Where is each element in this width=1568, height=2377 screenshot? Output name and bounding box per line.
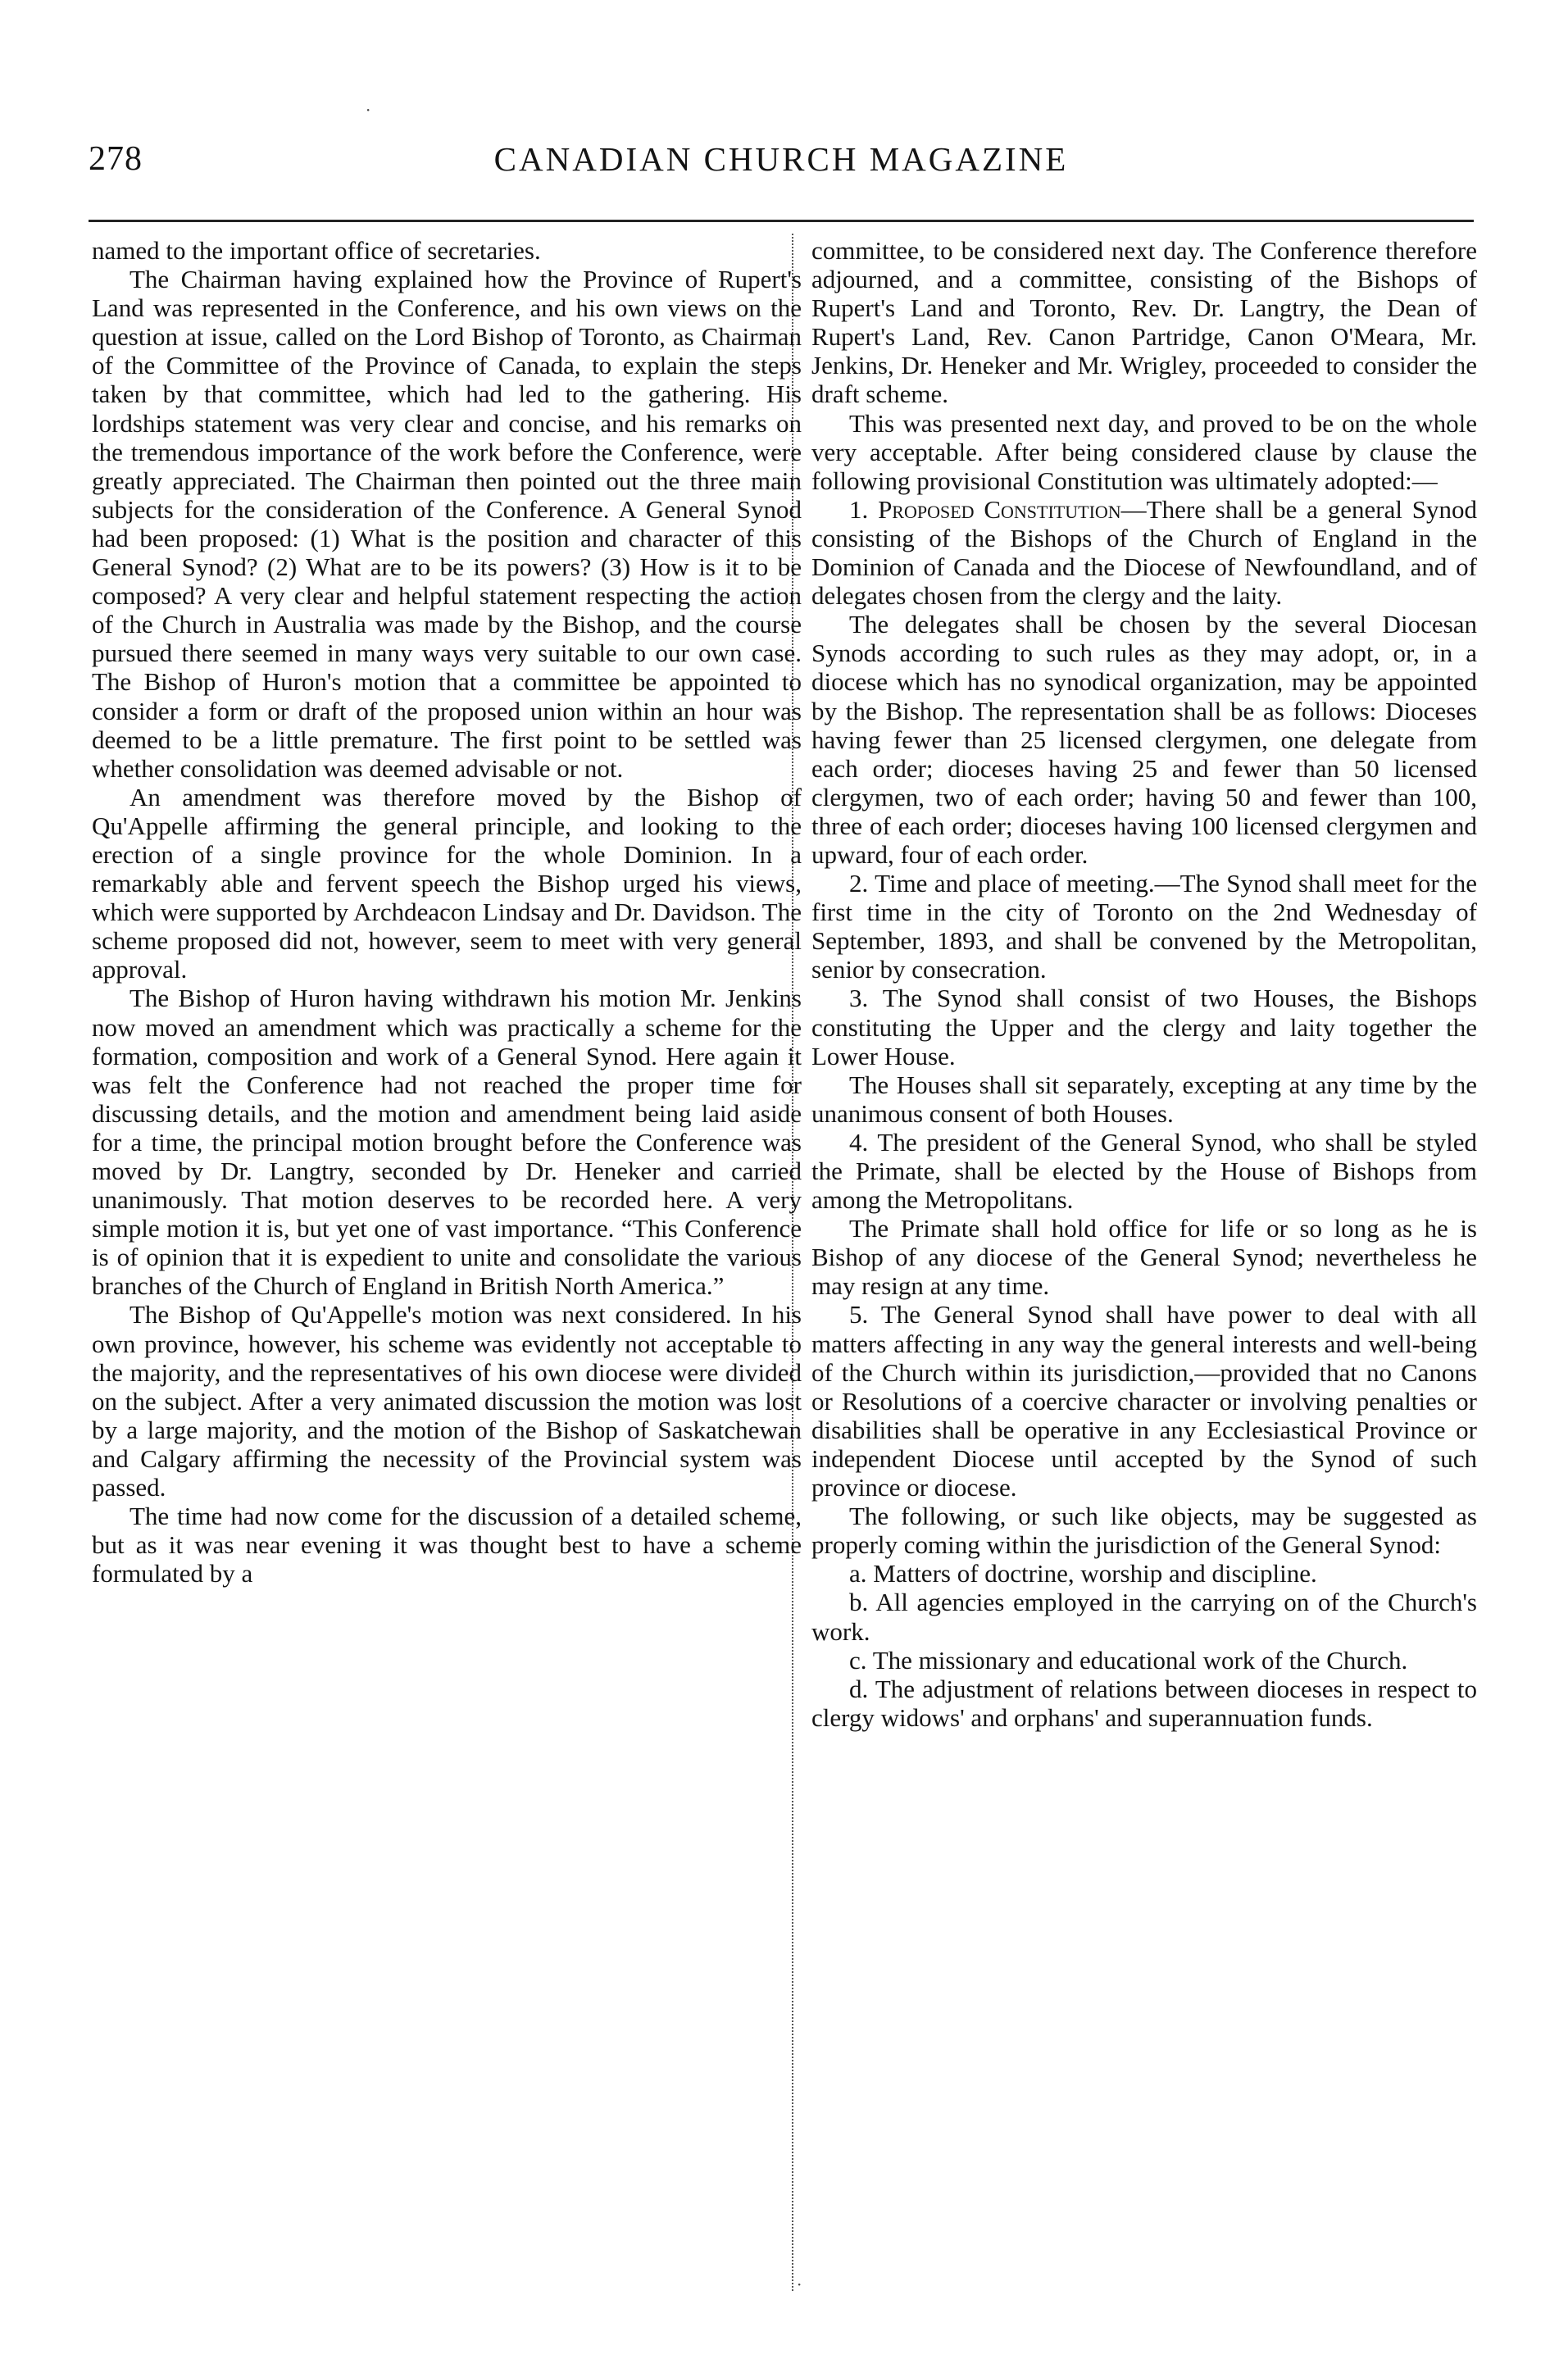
page-number: 278 bbox=[89, 140, 143, 178]
clause-text: —There shall be a general Synod consisting of the Bishops of the Church of England in the Dominion of Canada and the Diocese of Newfoundland, and of delegates chosen from the clergy and the laity. bbox=[811, 494, 1477, 611]
paragraph: 3. The Synod shall consist of two Houses, the Bishops constituting the Upper and the clergy and laity together the Lower House. bbox=[811, 984, 1477, 1070]
paragraph: The Chairman having explained how the Province of Rupert's Land was represented in the Conference, and his own views on the question at issue, called on the Lord Bishop of Toronto, as Chairman of the Committee of the Province of Canada, to explain the steps taken by that committee, which had led to the gathering. His lordships statement was very clear and concise, and his remarks on the tremendous importance of the work before the Conference, were greatly appreciated. The Chairman then pointed out the three main subjects for the consideration of the Conference. A General Synod had been proposed: (1) What is the position and character of this General Synod? (2) What are to be its powers? (3) How is it to be composed? A very clear and helpful statement respecting the action of the Church in Australia was made by the Bishop, and the course pursued there seemed in many ways very suitable to our own case. The Bishop of Huron's motion that a committee be appointed to consider a form or draft of the proposed union within an hour was deemed to be a little premature. The first point to be settled was whether consolidation was deemed advisable or not. bbox=[92, 265, 802, 783]
clause-heading: Proposed Constitution bbox=[878, 494, 1121, 524]
right-column bbox=[811, 236, 1477, 1732]
paragraph: This was presented next day, and proved to be on the whole very acceptable. After being considered clause by clause the following provisional Constitution was ultimately adopted:— bbox=[811, 408, 1477, 495]
paragraph: 4. The president of the General Synod, who shall be styled the Primate, shall be elected by the House of Bishops from among the Metropolitans. bbox=[811, 1127, 1477, 1215]
constitution-clause-1 bbox=[811, 495, 1477, 610]
paragraph: The time had now come for the discussion of a detailed scheme, but as it was near evening it was thought best to have a scheme formulated by a bbox=[92, 1502, 802, 1588]
list-item: d. The adjustment of relations between dioceses in respect to clergy widows' and orphans' and superannuation funds. bbox=[811, 1674, 1477, 1732]
list-item: c. The missionary and educational work of the Church. bbox=[849, 1645, 1408, 1675]
paragraph: committee, to be considered next day. The Conference therefore adjourned, and a committee, consisting of the Bishops of Rupert's Land and Toronto, Rev. Dr. Langtry, the Dean of Rupert's Land, Rev. Canon Partridge, Canon O'Meara, Mr. Jenkins, Dr. Heneker and Mr. Wrigley, proceeded to consider the draft scheme. bbox=[811, 236, 1477, 409]
page-header bbox=[89, 139, 1474, 189]
paragraph: The following, or such like objects, may be suggested as properly coming within the jurisdiction of the General Synod: bbox=[811, 1502, 1477, 1560]
running-head: CANADIAN CHURCH MAGAZINE bbox=[493, 140, 1069, 178]
left-column bbox=[92, 236, 802, 1588]
paragraph: 5. The General Synod shall have power to deal with all matters affecting in any way the general interests and well-being of the Church within its jurisdiction,—provided that no Canons or Resolutions of a coercive character or involving penalties or disabilities shall be operative in any Ecclesiastical Province or independent Diocese until accepted by the Synod of such province or diocese. bbox=[811, 1300, 1477, 1502]
paragraph: 2. Time and place of meeting.—The Synod shall meet for the first time in the city of Toronto on the 2nd Wednesday of September, 1893, and shall be convened by the Metropolitan, senior by consecration. bbox=[811, 869, 1477, 984]
print-speck: · bbox=[366, 100, 371, 120]
clause-number: 1. bbox=[849, 494, 869, 524]
paragraph: The delegates shall be chosen by the several Diocesan Synods according to such rules as they may adopt, or, in a diocese which has no synodical organization, may be appointed by the Bishop. The representation shall be as follows: Dioceses having fewer than 25 licensed clergymen, one delegate from each order; dioceses having 25 and fewer than 50 licensed clergymen, two of each order; having 50 and fewer than 100, three of each order; dioceses having 100 licensed clergymen and upward, four of each order. bbox=[811, 610, 1477, 869]
list-item: a. Matters of doctrine, worship and discipline. bbox=[849, 1559, 1317, 1588]
print-speck: · bbox=[797, 2275, 802, 2294]
header-rule bbox=[89, 220, 1474, 222]
paragraph: An amendment was therefore moved by the Bishop of Qu'Appelle affirming the general principle, and looking to the erection of a single province for the whole Dominion. In a remarkably able and fervent speech the Bishop urged his views, which were supported by Archdeacon Lindsay and Dr. Davidson. The scheme proposed did not, however, seem to meet with very general approval. bbox=[92, 782, 802, 984]
list-item: b. All agencies employed in the carrying on of the Church's work. bbox=[811, 1588, 1477, 1646]
paragraph: named to the important office of secretaries. bbox=[92, 236, 541, 265]
paragraph: The Houses shall sit separately, excepting at any time by the unanimous consent of both Houses. bbox=[811, 1070, 1477, 1128]
paragraph: The Primate shall hold office for life or so long as he is Bishop of any diocese of the General Synod; nevertheless he may resign at any time. bbox=[811, 1214, 1477, 1301]
paragraph: The Bishop of Huron having withdrawn his motion Mr. Jenkins now moved an amendment which was practically a scheme for the formation, composition and work of a General Synod. Here again it was felt the Conference had not reached the proper time for discussing details, and the motion and amendment being laid aside for a time, the principal motion brought before the Conference was moved by Dr. Langtry, seconded by Dr. Heneker and carried unanimously. That motion deserves to be recorded here. A very simple motion it is, but yet one of vast importance. “This Conference is of opinion that it is expedient to unite and consolidate the various branches of the Church of England in British North America.” bbox=[92, 984, 802, 1301]
paragraph: The Bishop of Qu'Appelle's motion was next considered. In his own province, however, his scheme was evidently not acceptable to the majority, and the representatives of his own diocese were divided on the subject. After a very animated discussion the motion was lost by a large majority, and the motion of the Bishop of Saskatchewan and Calgary affirming the necessity of the Provincial system was passed. bbox=[92, 1300, 802, 1502]
